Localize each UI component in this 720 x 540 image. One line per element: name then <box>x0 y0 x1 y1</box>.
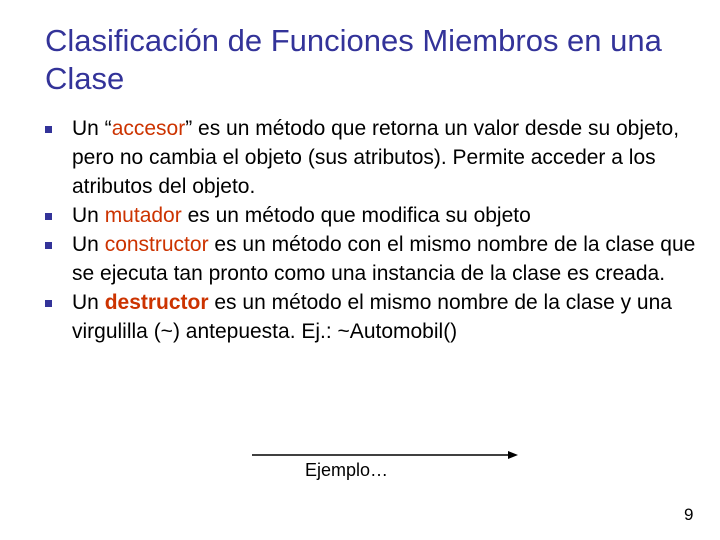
bullet-destructor <box>45 288 705 346</box>
bullet-square-icon <box>45 213 52 220</box>
bullet-text-before: Un <box>72 233 105 256</box>
term-mutador: mutador <box>104 204 182 227</box>
term-accesor: accesor <box>111 117 186 140</box>
example-link[interactable]: Ejemplo… <box>305 460 389 480</box>
bullet-text-after: ” es un método que retorna un valor desde su objeto, pero no cambia el objeto (sus atributos). Permite acceder a los atributos del objeto. <box>72 117 680 198</box>
bullet-text-before: Un <box>72 204 105 227</box>
bullet-square-icon <box>45 126 52 133</box>
bullet-square-icon <box>45 300 52 307</box>
bullet-text-before: Un <box>72 291 105 314</box>
slide-title: Clasificación de Funciones Miembros en una Clase <box>45 23 662 96</box>
bullet-list <box>45 114 705 346</box>
page-number: 9 <box>684 505 694 524</box>
bullet-constructor <box>45 230 705 288</box>
bullet-text-before: Un “ <box>72 117 112 140</box>
bullet-mutador <box>45 201 705 230</box>
bullet-text-after: es un método que modifica su objeto <box>181 204 531 227</box>
bullet-text-after: es un método el mismo nombre de la clase y una virgulilla (~) antepuesta. Ej.: ~Automobil() <box>72 291 672 343</box>
bullet-text-after: es un método con el mismo nombre de la clase que se ejecuta tan pronto como una instancia de la clase es creada. <box>72 233 696 285</box>
bullet-accesor <box>45 114 705 201</box>
term-destructor: destructor <box>104 291 209 314</box>
term-constructor: constructor <box>104 233 209 256</box>
bullet-square-icon <box>45 242 52 249</box>
